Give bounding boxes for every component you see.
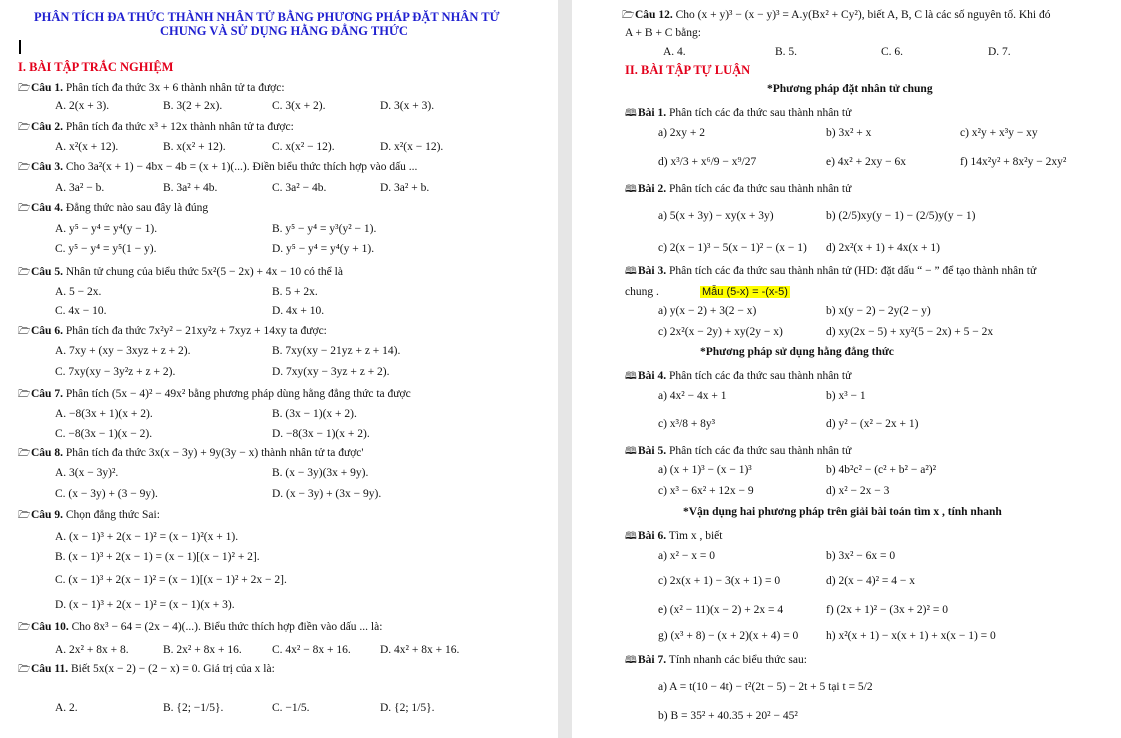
question-text: Cho 8x³ − 64 = (2x − 4)(...). Biểu thức thích hợp điền vào dấu ... là: [68,621,383,633]
answer-option [380,643,459,657]
item-text: b) 3x² − 6x = 0 [826,550,896,562]
question-3 [18,160,417,175]
item-text: c) 2(x − 1)³ − 5(x − 1)² − (x − 1) [658,242,807,254]
item-text: a) y(x − 2) + 3(2 − x) [658,305,757,317]
document-title-2 [160,24,408,38]
question-11 [18,662,275,677]
answer-option [272,365,390,379]
option-text: C. 7xy(xy − 3y²z + z + 2). [55,366,176,378]
question-text: Đẳng thức nào sau đây là đúng [62,202,209,214]
question-text: Phân tích (5x − 4)² − 49x² bằng phương pháp dùng hằng đẳng thức ta được [62,388,411,400]
folder-icon: 🗁 [18,664,31,675]
item-text: e) (x² − 11)(x − 2) + 2x = 4 [658,604,784,616]
answer-option [272,222,376,236]
answer-option [272,466,368,480]
exercise-item [658,209,774,223]
option-text: B. (x − 3y)(3x + 9y). [272,467,369,479]
exercise-item [826,629,996,643]
text-cursor [19,40,21,54]
exercise-item [658,463,752,477]
question-text: Phân tích đa thức 3x(x − 3y) + 9y(3y − x) thành nhân tử ta được' [62,447,364,459]
exercise-text: Phân tích các đa thức sau thành nhân tử [666,445,852,457]
exercise-item [658,304,756,318]
exercise-1 [625,106,851,121]
item-text: b) x(y − 2) − 2y(2 − y) [826,305,931,317]
item-text: c) 2x(x + 1) − 3(x + 1) = 0 [658,575,781,587]
option-text: A. 3a² − b. [55,182,105,194]
option-text: B. (3x − 1)(x + 2). [272,408,357,420]
option-text: B. 5 + 2x. [272,286,318,298]
exercise-text: Tìm x , biết [666,530,723,542]
section-1-heading [18,60,173,74]
book-icon: 🕮 [625,655,637,666]
folder-icon: 🗁 [18,267,31,278]
question-text: Chọn đẳng thức Sai: [62,509,160,521]
method-heading-3 [683,505,1002,519]
answer-option [55,427,152,441]
exercise-item [658,417,715,431]
option-text: D. (x − 3y) + (3x − 9y). [272,488,382,500]
question-label: Câu 8. [31,447,63,459]
exercise-item [826,304,931,318]
answer-option [272,487,381,501]
question-8 [18,446,363,461]
item-text: a) A = t(10 − 4t) − t²(2t − 5) − 2t + 5 tại t = 5/2 [658,681,873,693]
exercise-item [826,549,895,563]
book-icon: 🕮 [625,266,637,277]
option-text: B. (x − 1)³ + 2(x − 1) = (x − 1)[(x − 1)² + 2]. [55,551,260,563]
book-icon: 🕮 [625,108,637,119]
answer-option [163,140,226,154]
question-1 [18,81,285,96]
option-text: C. 4x² − 8x + 16. [272,644,351,656]
method-heading-1 [767,82,933,96]
item-text: d) xy(2x − 5) + xy²(5 − 2x) + 5 − 2x [826,326,994,338]
question-text: A + B + C bằng: [625,27,701,39]
option-text: D. y⁵ − y⁴ = y⁴(y + 1). [272,243,375,255]
item-text: c) x²y + x³y − xy [960,127,1038,139]
subheading: *Vận dụng hai phương pháp trên giải bài toán tìm x , tính nhanh [683,506,1002,518]
exercise-item [658,241,807,255]
exercise-3-cont [625,285,659,299]
question-text: Biết 5x(x − 2) − (2 − x) = 0. Giá trị của x là: [68,663,275,675]
exercise-item [826,417,918,431]
answer-option [272,427,370,441]
option-text: B. y⁵ − y⁴ = y³(y² − 1). [272,223,377,235]
question-2 [18,120,294,135]
question-text: Cho (x + y)³ − (x − y)³ = A.y(Bx² + Cy²), biết A, B, C là các số nguyên tố. Khi đó [672,9,1051,21]
answer-option [55,407,153,421]
folder-icon: 🗁 [18,448,31,459]
exercise-text: Tính nhanh các biểu thức sau: [666,654,807,666]
option-text: D. 4x + 10. [272,305,325,317]
exercise-label: Bài 3. [638,265,667,277]
question-12 [622,8,1050,23]
subheading: *Phương pháp đặt nhân tử chung [767,83,933,95]
item-text: d) 2(x − 4)² = 4 − x [826,575,916,587]
folder-icon: 🗁 [18,203,31,214]
book-icon: 🕮 [625,184,637,195]
answer-option [380,99,434,113]
option-text: B. {2; −1/5}. [163,702,224,714]
exercise-item [658,484,754,498]
option-text: A. −8(3x + 1)(x + 2). [55,408,153,420]
item-text: d) x³/3 + x⁶/9 − x⁹/27 [658,156,757,168]
question-text: Nhân tử chung của biểu thức 5x²(5 − 2x) + 4x − 10 có thể là [62,266,343,278]
item-text: a) (x + 1)³ − (x − 1)³ [658,464,752,476]
question-10 [18,620,382,635]
exercise-label: Bài 1. [638,107,667,119]
answer-option [55,304,107,318]
item-text: e) 4x² + 2xy − 6x [826,156,906,168]
answer-option [55,222,157,236]
answer-option [881,45,903,59]
answer-option [55,643,129,657]
exercise-item [658,629,798,643]
exercise-text: Phân tích các đa thức sau thành nhân tử [666,107,852,119]
option-text: D. x²(x − 12). [380,141,444,153]
exercise-item [826,126,871,140]
option-text: B. 7xy(xy − 21yz + z + 14). [272,345,401,357]
option-text: B. 2x² + 8x + 16. [163,644,242,656]
question-text: Cho 3a²(x + 1) − 4bx − 4b = (x + 1)(...). Điền biểu thức thích hợp vào dấu ... [62,161,418,173]
option-text: C. 3(x + 2). [272,100,326,112]
option-text: B. 3(2 + 2x). [163,100,223,112]
question-label: Câu 5. [31,266,63,278]
answer-option [272,304,324,318]
item-text: a) x² − x = 0 [658,550,715,562]
question-label: Câu 2. [31,121,63,133]
exercise-label: Bài 5. [638,445,667,457]
option-text: A. 2. [55,702,78,714]
exercise-5 [625,444,851,459]
title-line: CHUNG VÀ SỬ DỤNG HẰNG ĐẲNG THỨC [160,24,408,38]
answer-option [380,140,443,154]
answer-option [272,140,335,154]
exercise-item [826,484,889,498]
option-text: A. 2x² + 8x + 8. [55,644,129,656]
exercise-3 [625,264,1036,279]
question-label: Câu 3. [31,161,63,173]
exercise-item [960,126,1038,140]
answer-option [55,181,104,195]
answer-option [55,242,156,256]
option-text: A. 7xy + (xy − 3xyz + z + 2). [55,345,191,357]
item-text: c) x³/8 + 8y³ [658,418,716,430]
option-text: A. x²(x + 12). [55,141,119,153]
option-text: D. 7xy(xy − 3yz + z + 2). [272,366,390,378]
question-text: Phân tích đa thức 3x + 6 thành nhân tử ta được: [62,82,285,94]
question-label: Câu 11. [31,663,69,675]
question-label: Câu 9. [31,509,63,521]
exercise-item [658,389,726,403]
folder-icon: 🗁 [18,510,31,521]
item-text: a) 4x² − 4x + 1 [658,390,727,402]
option-text: D. {2; 1/5}. [380,702,435,714]
option-text: A. 3(x − 3y)². [55,467,119,479]
item-text: f) (2x + 1)² − (3x + 2)² = 0 [826,604,948,616]
item-text: h) x²(x + 1) − x(x + 1) + x(x − 1) = 0 [826,630,996,642]
item-text: d) x² − 2x − 3 [826,485,890,497]
sample-note [700,285,790,299]
exercise-text: Phân tích các đa thức sau thành nhân tử [666,370,852,382]
question-text: Phân tích đa thức 7x²y² − 21xy²z + 7xyz + 14xy ta được: [62,325,327,337]
folder-icon: 🗁 [18,162,31,173]
answer-option [272,181,326,195]
answer-option [775,45,797,59]
item-text: b) (2/5)xy(y − 1) − (2/5)y(y − 1) [826,210,976,222]
answer-option [55,701,78,715]
exercise-item [658,155,756,169]
option-text: C. (x − 1)³ + 2(x − 1)² = (x − 1)[(x − 1)² + 2x − 2]. [55,574,287,586]
answer-option [380,701,435,715]
answer-option [163,181,217,195]
question-4 [18,201,208,216]
item-text: a) 5(x + 3y) − xy(x + 3y) [658,210,774,222]
book-icon: 🕮 [625,531,637,542]
answer-option [55,344,191,358]
option-text: C. 4x − 10. [55,305,107,317]
answer-option [55,99,109,113]
option-text: A. 4. [663,46,686,58]
answer-option [272,407,357,421]
exercise-text: chung . [625,286,659,298]
exercise-item [826,241,940,255]
question-label: Câu 10. [31,621,69,633]
answer-option [163,643,242,657]
answer-option [55,365,175,379]
item-text: b) 4b²c² − (c² + b² − a²)² [826,464,937,476]
answer-option [663,45,686,59]
answer-option [55,598,235,612]
folder-icon: 🗁 [18,622,31,633]
exercise-item [658,549,715,563]
exercise-item [658,574,780,588]
option-text: D. 4x² + 8x + 16. [380,644,460,656]
exercise-item [826,389,866,403]
exercise-item [826,603,948,617]
exercise-6 [625,529,722,544]
option-text: D. −8(3x − 1)(x + 2). [272,428,370,440]
book-icon: 🕮 [625,371,637,382]
exercise-item [826,574,915,588]
answer-option [55,530,238,544]
sample-highlight: Mẫu (5-x) = -(x-5) [702,286,788,298]
exercise-label: Bài 2. [638,183,667,195]
option-text: D. (x − 1)³ + 2(x − 1)² = (x − 1)(x + 3). [55,599,235,611]
option-text: A. y⁵ − y⁴ = y⁴(y − 1). [55,223,158,235]
exercise-label: Bài 4. [638,370,667,382]
exercise-item [826,463,936,477]
exercise-7 [625,653,807,668]
option-text: B. x(x² + 12). [163,141,226,153]
folder-icon: 🗁 [18,326,31,337]
answer-option [380,181,429,195]
exercise-item [658,709,798,723]
item-text: d) y² − (x² − 2x + 1) [826,418,919,430]
section-heading: II. BÀI TẬP TỰ LUẬN [625,63,751,77]
answer-option [55,573,287,587]
exercise-4 [625,369,851,384]
option-text: C. −8(3x − 1)(x − 2). [55,428,153,440]
item-text: b) x³ − 1 [826,390,866,402]
answer-option [163,99,222,113]
answer-option [272,285,318,299]
question-label: Câu 1. [31,82,63,94]
method-heading-2 [700,345,894,359]
item-text: b) B = 35² + 40.35 + 20² − 45² [658,710,798,722]
answer-option [272,643,351,657]
answer-option [272,99,325,113]
answer-option [55,466,118,480]
answer-option [272,242,374,256]
document-title [34,10,500,24]
option-text: A. 5 − 2x. [55,286,102,298]
option-text: A. (x − 1)³ + 2(x − 1)² = (x − 1)²(x + 1). [55,531,239,543]
exercise-item [658,603,783,617]
answer-option [55,487,158,501]
title-line: PHÂN TÍCH ĐA THỨC THÀNH NHÂN TỬ BẰNG PHƯƠNG PHÁP ĐẶT NHÂN TỬ [34,10,500,24]
item-text: g) (x³ + 8) − (x + 2)(x + 4) = 0 [658,630,799,642]
exercise-2 [625,182,851,197]
question-7 [18,387,411,402]
book-icon: 🕮 [625,446,637,457]
exercise-item [826,209,975,223]
question-text: Phân tích đa thức x³ + 12x thành nhân tử ta được: [62,121,294,133]
option-text: C. x(x² − 12). [272,141,335,153]
item-text: c) x³ − 6x² + 12x − 9 [658,485,754,497]
item-text: a) 2xy + 2 [658,127,706,139]
option-text: C. 3a² − 4b. [272,182,327,194]
question-label: Câu 12. [635,9,673,21]
item-text: d) 2x²(x + 1) + 4x(x + 1) [826,242,940,254]
answer-option [55,285,101,299]
option-text: D. 7. [988,46,1011,58]
question-12-cont [625,26,701,40]
answer-option [272,701,309,715]
option-text: B. 5. [775,46,798,58]
answer-option [988,45,1011,59]
option-text: C. 6. [881,46,904,58]
exercise-item [960,155,1066,169]
option-text: D. 3a² + b. [380,182,430,194]
item-text: f) 14x²y² + 8x²y − 2xy² [960,156,1067,168]
question-label: Câu 6. [31,325,63,337]
answer-option [55,550,260,564]
exercise-text: Phân tích các đa thức sau thành nhân tử (HD: đặt dấu “ − ” để tạo thành nhân tử [666,265,1037,277]
option-text: C. (x − 3y) + (3 − 9y). [55,488,158,500]
folder-icon: 🗁 [18,83,31,94]
answer-option [272,344,400,358]
answer-option [55,140,118,154]
option-text: C. −1/5. [272,702,310,714]
exercise-item [658,126,705,140]
item-text: c) 2x²(x − 2y) + xy(2y − x) [658,326,783,338]
question-9 [18,508,160,523]
question-6 [18,324,327,339]
folder-icon: 🗁 [622,10,635,21]
section-heading: I. BÀI TẬP TRẮC NGHIỆM [18,60,174,74]
exercise-item [826,155,906,169]
folder-icon: 🗁 [18,122,31,133]
exercise-label: Bài 7. [638,654,667,666]
question-label: Câu 4. [31,202,63,214]
folder-icon: 🗁 [18,389,31,400]
exercise-item [658,680,873,694]
item-text: b) 3x² + x [826,127,872,139]
exercise-text: Phân tích các đa thức sau thành nhân tử [666,183,852,195]
option-text: C. y⁵ − y⁴ = y⁵(1 − y). [55,243,157,255]
exercise-item [658,325,783,339]
option-text: D. 3(x + 3). [380,100,435,112]
section-2-heading [625,63,750,77]
exercise-label: Bài 6. [638,530,667,542]
option-text: B. 3a² + 4b. [163,182,218,194]
option-text: A. 2(x + 3). [55,100,110,112]
subheading: *Phương pháp sử dụng hằng đẳng thức [700,346,894,358]
question-label: Câu 7. [31,388,63,400]
question-5 [18,265,343,280]
answer-option [163,701,223,715]
exercise-item [826,325,993,339]
